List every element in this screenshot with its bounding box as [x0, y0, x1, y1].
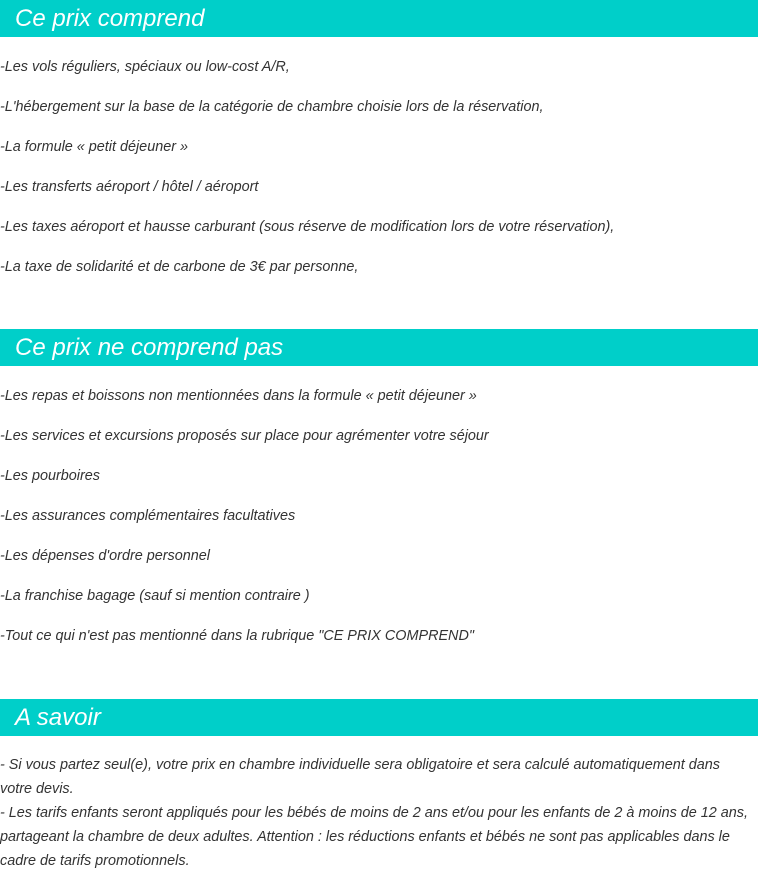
list-item: -Tout ce qui n'est pas mentionné dans la rubrique "CE PRIX COMPREND" [0, 628, 474, 644]
section-title-not-included: Ce prix ne comprend pas [0, 329, 758, 366]
section-title-included: Ce prix comprend [0, 0, 758, 37]
list-item: -Les pourboires [0, 468, 100, 484]
list-item: -La taxe de solidarité et de carbone de 3€ par personne, [0, 259, 359, 275]
list-item: -Les assurances complémentaires facultatives [0, 508, 296, 524]
section-title-a-savoir: A savoir [0, 699, 758, 736]
included-list [0, 58, 758, 277]
list-item: -Les transferts aéroport / hôtel / aéroport [0, 179, 259, 195]
info-paragraph: - Les tarifs enfants seront appliqués pour les bébés de moins de 2 ans et/ou pour les enfants de 2 à moins de 12 ans, partageant la chambre de deux adultes. Attention : les réductions enfants et bébés ne sont pas applicables dans le cadre de tarifs promotionnels. [0, 805, 748, 869]
list-item: -Les taxes aéroport et hausse carburant (sous réserve de modification lors de votre réservation), [0, 219, 615, 235]
section-a-savoir [0, 699, 758, 873]
section-included [0, 0, 758, 277]
list-item: -La franchise bagage (sauf si mention contraire ) [0, 588, 310, 604]
list-item: -L'hébergement sur la base de la catégorie de chambre choisie lors de la réservation, [0, 99, 544, 115]
list-item: -Les vols réguliers, spéciaux ou low-cost A/R, [0, 59, 290, 75]
list-item: -Les repas et boissons non mentionnées dans la formule « petit déjeuner » [0, 388, 477, 404]
section-spacer [0, 277, 758, 329]
section-not-included [0, 329, 758, 646]
section-spacer [0, 646, 758, 699]
a-savoir-text [0, 736, 758, 873]
list-item: -La formule « petit déjeuner » [0, 139, 188, 155]
info-paragraph: - Si vous partez seul(e), votre prix en chambre individuelle sera obligatoire et sera calculé automatiquement dans votre devis. [0, 757, 720, 797]
list-item: -Les services et excursions proposés sur place pour agrémenter votre séjour [0, 428, 489, 444]
not-included-list [0, 387, 758, 646]
list-item: -Les dépenses d'ordre personnel [0, 548, 210, 564]
